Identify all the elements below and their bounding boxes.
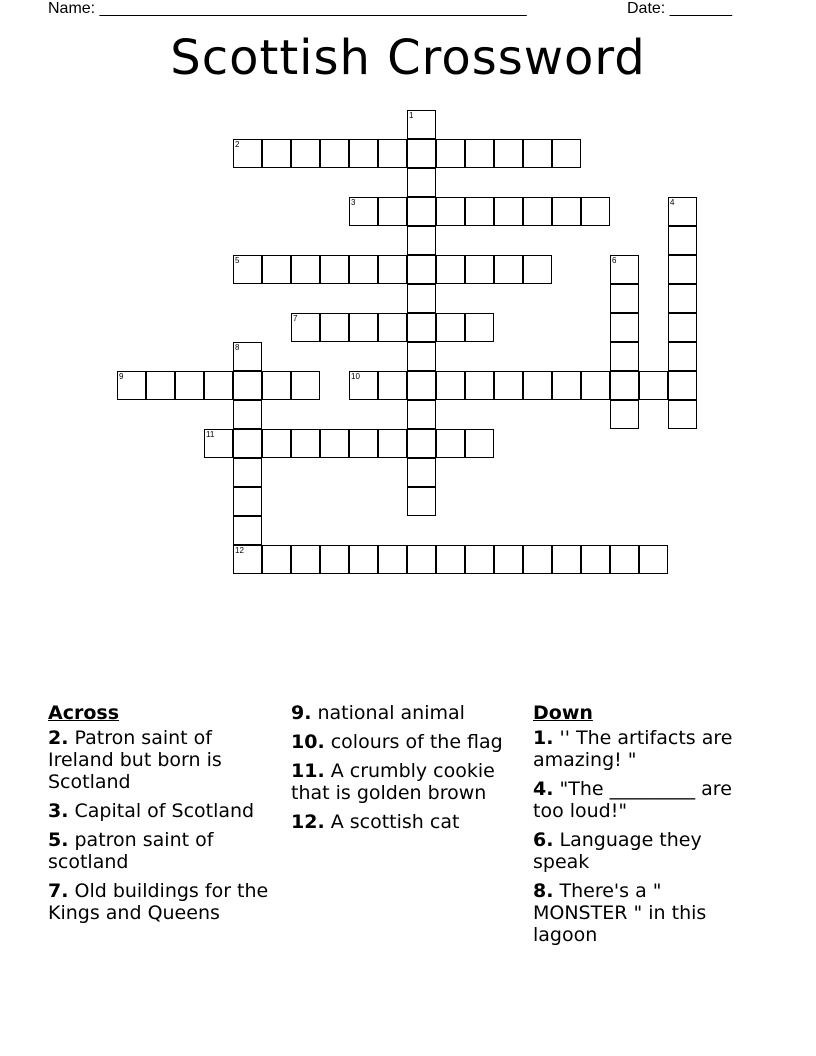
across-heading: Across bbox=[48, 702, 120, 724]
grid-cell[interactable] bbox=[262, 371, 291, 400]
grid-cell[interactable] bbox=[494, 545, 523, 574]
grid-cell[interactable] bbox=[436, 139, 465, 168]
across-clue-2: 2. Patron saint of Ireland but born is Scotland bbox=[48, 727, 222, 793]
grid-cell[interactable] bbox=[581, 371, 610, 400]
across-clue-11: 11. A crumbly cookie that is golden brown bbox=[291, 760, 495, 804]
clue-column-2 bbox=[291, 702, 516, 840]
grid-cell[interactable] bbox=[494, 197, 523, 226]
grid-cell[interactable] bbox=[668, 342, 697, 371]
grid-cell[interactable] bbox=[523, 197, 552, 226]
grid-cell[interactable] bbox=[436, 429, 465, 458]
grid-cell[interactable] bbox=[407, 371, 436, 400]
grid-cell[interactable] bbox=[668, 284, 697, 313]
grid-cell[interactable] bbox=[349, 139, 378, 168]
grid-cell[interactable] bbox=[233, 458, 262, 487]
grid-cell[interactable] bbox=[378, 371, 407, 400]
grid-cell[interactable] bbox=[407, 284, 436, 313]
grid-cell[interactable] bbox=[291, 545, 320, 574]
grid-cell[interactable] bbox=[523, 545, 552, 574]
grid-cell[interactable] bbox=[668, 255, 697, 284]
clue-column-3 bbox=[533, 702, 758, 953]
grid-cell[interactable] bbox=[581, 545, 610, 574]
grid-cell[interactable] bbox=[407, 342, 436, 371]
down-clue-4: 4. "The _________ are too loud!" bbox=[533, 778, 732, 822]
grid-cell[interactable] bbox=[610, 545, 639, 574]
grid-cell[interactable] bbox=[465, 429, 494, 458]
grid-number: 7 bbox=[293, 314, 298, 323]
grid-cell[interactable] bbox=[407, 197, 436, 226]
grid-cell[interactable] bbox=[407, 168, 436, 197]
grid-cell[interactable] bbox=[407, 139, 436, 168]
grid-cell[interactable] bbox=[523, 371, 552, 400]
date-field[interactable]: Date: _______ bbox=[627, 0, 732, 17]
grid-number: 12 bbox=[235, 546, 244, 555]
grid-cell[interactable] bbox=[407, 400, 436, 429]
grid-cell[interactable] bbox=[291, 255, 320, 284]
grid-cell[interactable] bbox=[233, 429, 262, 458]
across-clue-5: 5. patron saint of scotland bbox=[48, 829, 214, 873]
across-clue-7: 7. Old buildings for the Kings and Queens bbox=[48, 880, 269, 924]
grid-cell[interactable] bbox=[436, 197, 465, 226]
grid-cell[interactable] bbox=[436, 255, 465, 284]
grid-number: 4 bbox=[670, 198, 675, 207]
grid-cell[interactable] bbox=[378, 429, 407, 458]
grid-cell[interactable] bbox=[320, 255, 349, 284]
grid-cell[interactable] bbox=[407, 313, 436, 342]
grid-number: 6 bbox=[612, 256, 617, 265]
grid-cell[interactable] bbox=[407, 487, 436, 516]
grid-cell[interactable] bbox=[262, 139, 291, 168]
grid-cell[interactable] bbox=[494, 139, 523, 168]
grid-cell[interactable] bbox=[552, 139, 581, 168]
name-field[interactable]: Name: ________________________________________________ bbox=[48, 0, 527, 17]
across-clue-9: 9. national animal bbox=[291, 702, 465, 724]
across-clue-12: 12. A scottish cat bbox=[291, 811, 460, 833]
grid-cell[interactable] bbox=[320, 545, 349, 574]
down-heading: Down bbox=[533, 702, 593, 724]
grid-cell[interactable] bbox=[233, 371, 262, 400]
grid-cell[interactable] bbox=[581, 197, 610, 226]
grid-cell[interactable] bbox=[436, 371, 465, 400]
grid-cell[interactable] bbox=[465, 545, 494, 574]
down-clue-1: 1. '' The artifacts are amazing! " bbox=[533, 727, 733, 771]
down-clue-6: 6. Language they speak bbox=[533, 829, 702, 873]
grid-cell[interactable] bbox=[552, 545, 581, 574]
grid-cell[interactable] bbox=[610, 313, 639, 342]
grid-cell[interactable] bbox=[320, 139, 349, 168]
grid-cell[interactable] bbox=[610, 400, 639, 429]
grid-cell[interactable] bbox=[378, 197, 407, 226]
grid-cell[interactable] bbox=[465, 255, 494, 284]
grid-number: 10 bbox=[351, 372, 360, 381]
grid-cell[interactable] bbox=[378, 139, 407, 168]
grid-cell[interactable] bbox=[610, 371, 639, 400]
grid-cell[interactable] bbox=[233, 516, 262, 545]
grid-cell[interactable] bbox=[552, 197, 581, 226]
grid-cell[interactable] bbox=[233, 487, 262, 516]
grid-cell[interactable] bbox=[378, 545, 407, 574]
grid-cell[interactable] bbox=[639, 371, 668, 400]
grid-number: 11 bbox=[206, 430, 215, 439]
grid-cell[interactable] bbox=[349, 545, 378, 574]
grid-number: 1 bbox=[409, 111, 414, 120]
grid-cell[interactable] bbox=[349, 313, 378, 342]
grid-cell[interactable] bbox=[465, 371, 494, 400]
grid-cell[interactable] bbox=[262, 429, 291, 458]
grid-cell[interactable] bbox=[465, 313, 494, 342]
grid-cell[interactable] bbox=[262, 255, 291, 284]
grid-cell[interactable] bbox=[465, 197, 494, 226]
grid-cell[interactable] bbox=[378, 313, 407, 342]
grid-cell[interactable] bbox=[639, 545, 668, 574]
grid-cell[interactable] bbox=[494, 371, 523, 400]
grid-cell[interactable] bbox=[262, 545, 291, 574]
grid-number: 8 bbox=[235, 343, 240, 352]
grid-cell[interactable] bbox=[175, 371, 204, 400]
grid-cell[interactable] bbox=[320, 313, 349, 342]
clue-column-1 bbox=[48, 702, 283, 931]
grid-cell[interactable] bbox=[291, 371, 320, 400]
grid-cell[interactable] bbox=[291, 139, 320, 168]
grid-cell[interactable] bbox=[610, 342, 639, 371]
grid-cell[interactable] bbox=[668, 400, 697, 429]
across-clue-3: 3. Capital of Scotland bbox=[48, 800, 255, 822]
grid-cell[interactable] bbox=[146, 371, 175, 400]
grid-cell[interactable] bbox=[552, 371, 581, 400]
grid-cell[interactable] bbox=[407, 255, 436, 284]
grid-number: 2 bbox=[235, 140, 240, 149]
grid-cell[interactable] bbox=[407, 545, 436, 574]
grid-cell[interactable] bbox=[204, 371, 233, 400]
grid-cell[interactable] bbox=[610, 284, 639, 313]
grid-number: 3 bbox=[351, 198, 356, 207]
grid-cell[interactable] bbox=[668, 226, 697, 255]
grid-cell[interactable] bbox=[407, 429, 436, 458]
grid-cell[interactable] bbox=[320, 429, 349, 458]
page-title: Scottish Crossword bbox=[170, 30, 646, 86]
grid-cell[interactable] bbox=[523, 139, 552, 168]
grid-cell[interactable] bbox=[523, 255, 552, 284]
grid-number: 5 bbox=[235, 256, 240, 265]
grid-cell[interactable] bbox=[436, 545, 465, 574]
grid-cell[interactable] bbox=[378, 255, 407, 284]
grid-cell[interactable] bbox=[291, 429, 320, 458]
grid-cell[interactable] bbox=[349, 255, 378, 284]
grid-cell[interactable] bbox=[465, 139, 494, 168]
grid-number: 9 bbox=[119, 372, 124, 381]
grid-cell[interactable] bbox=[349, 429, 378, 458]
grid-cell[interactable] bbox=[233, 400, 262, 429]
down-clue-8: 8. There's a " MONSTER " in this lagoon bbox=[533, 880, 707, 946]
grid-cell[interactable] bbox=[436, 313, 465, 342]
grid-cell[interactable] bbox=[407, 226, 436, 255]
grid-cell[interactable] bbox=[407, 458, 436, 487]
grid-cell[interactable] bbox=[668, 371, 697, 400]
grid-cell[interactable] bbox=[668, 313, 697, 342]
grid-cell[interactable] bbox=[494, 255, 523, 284]
across-clue-10: 10. colours of the flag bbox=[291, 731, 503, 753]
